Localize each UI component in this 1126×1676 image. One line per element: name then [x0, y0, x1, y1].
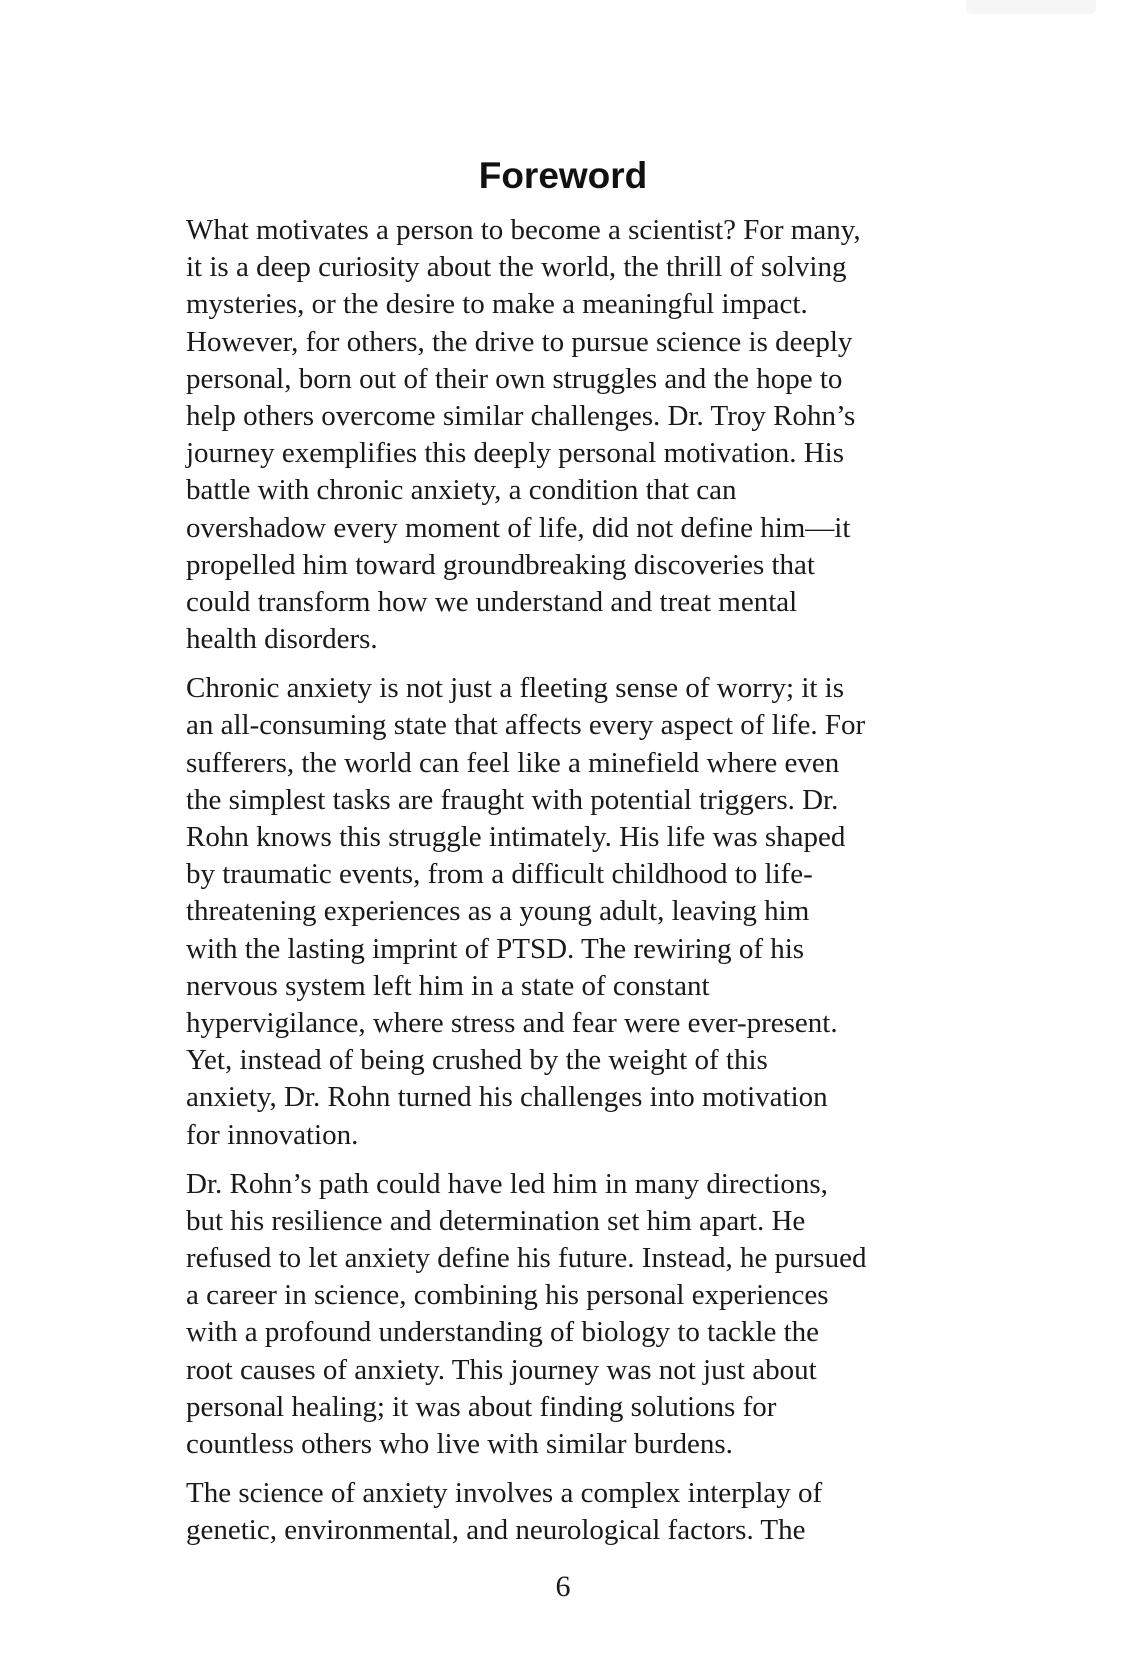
chapter-title: Foreword — [478, 155, 648, 196]
paragraph-1 — [186, 212, 966, 658]
text-line: journey exemplifies this deeply personal motivation. His — [186, 437, 845, 470]
text-line: with the lasting imprint of PTSD. The rewiring of his — [186, 932, 805, 965]
text-line: refused to let anxiety define his future. Instead, he pursued — [186, 1242, 867, 1275]
text-line: anxiety, Dr. Rohn turned his challenges into motivation — [186, 1081, 828, 1114]
text-line: Dr. Rohn’s path could have led him in many directions, — [186, 1167, 828, 1200]
text-line: genetic, environmental, and neurological factors. The — [186, 1514, 806, 1547]
foreword-body — [186, 212, 966, 1562]
text-line: personal healing; it was about finding solutions for — [186, 1390, 777, 1423]
text-line: Chronic anxiety is not just a fleeting sense of worry; it is — [186, 672, 845, 705]
text-line: with a profound understanding of biology to tackle the — [186, 1316, 820, 1349]
text-line: However, for others, the drive to pursue science is deeply — [186, 325, 853, 358]
text-line: What motivates a person to become a scientist? For many, — [186, 214, 861, 246]
text-line: for innovation. — [186, 1118, 359, 1151]
text-line: an all-consuming state that affects every aspect of life. For — [186, 709, 866, 742]
text-line: nervous system left him in a state of constant — [186, 969, 710, 1002]
text-line: could transform how we understand and treat mental — [186, 585, 798, 618]
text-line: Rohn knows this struggle intimately. His life was shaped — [186, 821, 846, 853]
text-line: mysteries, or the desire to make a meaningful impact. — [186, 288, 808, 321]
text-line: it is a deep curiosity about the world, the thrill of solving — [186, 251, 847, 284]
text-line: The science of anxiety involves a complex interplay of — [186, 1477, 823, 1510]
paragraph-3 — [186, 1166, 966, 1464]
scan-corner-mark — [966, 0, 1096, 14]
text-line: by traumatic events, from a difficult childhood to life- — [186, 858, 813, 891]
text-line: hypervigilance, where stress and fear were ever-present. — [186, 1006, 838, 1039]
text-line: sufferers, the world can feel like a minefield where even — [186, 746, 840, 779]
text-line: root causes of anxiety. This journey was not just about — [186, 1353, 817, 1386]
text-line: threatening experiences as a young adult, leaving him — [186, 895, 810, 928]
text-line: battle with chronic anxiety, a condition that can — [186, 474, 737, 507]
text-line: help others overcome similar challenges. Dr. Troy Rohn’s — [186, 399, 856, 432]
text-line: a career in science, combining his personal experiences — [186, 1279, 829, 1312]
text-line: personal, born out of their own struggles and the hope to — [186, 362, 843, 395]
paragraph-2 — [186, 670, 966, 1153]
text-line: countless others who live with similar burdens. — [186, 1428, 733, 1460]
text-line: propelled him toward groundbreaking discoveries that — [186, 548, 815, 581]
text-line: health disorders. — [186, 623, 378, 656]
text-line: but his resilience and determination set him apart. He — [186, 1204, 806, 1237]
page-number: 6 — [555, 1570, 571, 1603]
text-line: the simplest tasks are fraught with potential triggers. Dr. — [186, 783, 839, 816]
paragraph-4 — [186, 1475, 966, 1549]
text-line: overshadow every moment of life, did not define him—it — [186, 511, 851, 544]
text-line: Yet, instead of being crushed by the weight of this — [186, 1044, 768, 1077]
